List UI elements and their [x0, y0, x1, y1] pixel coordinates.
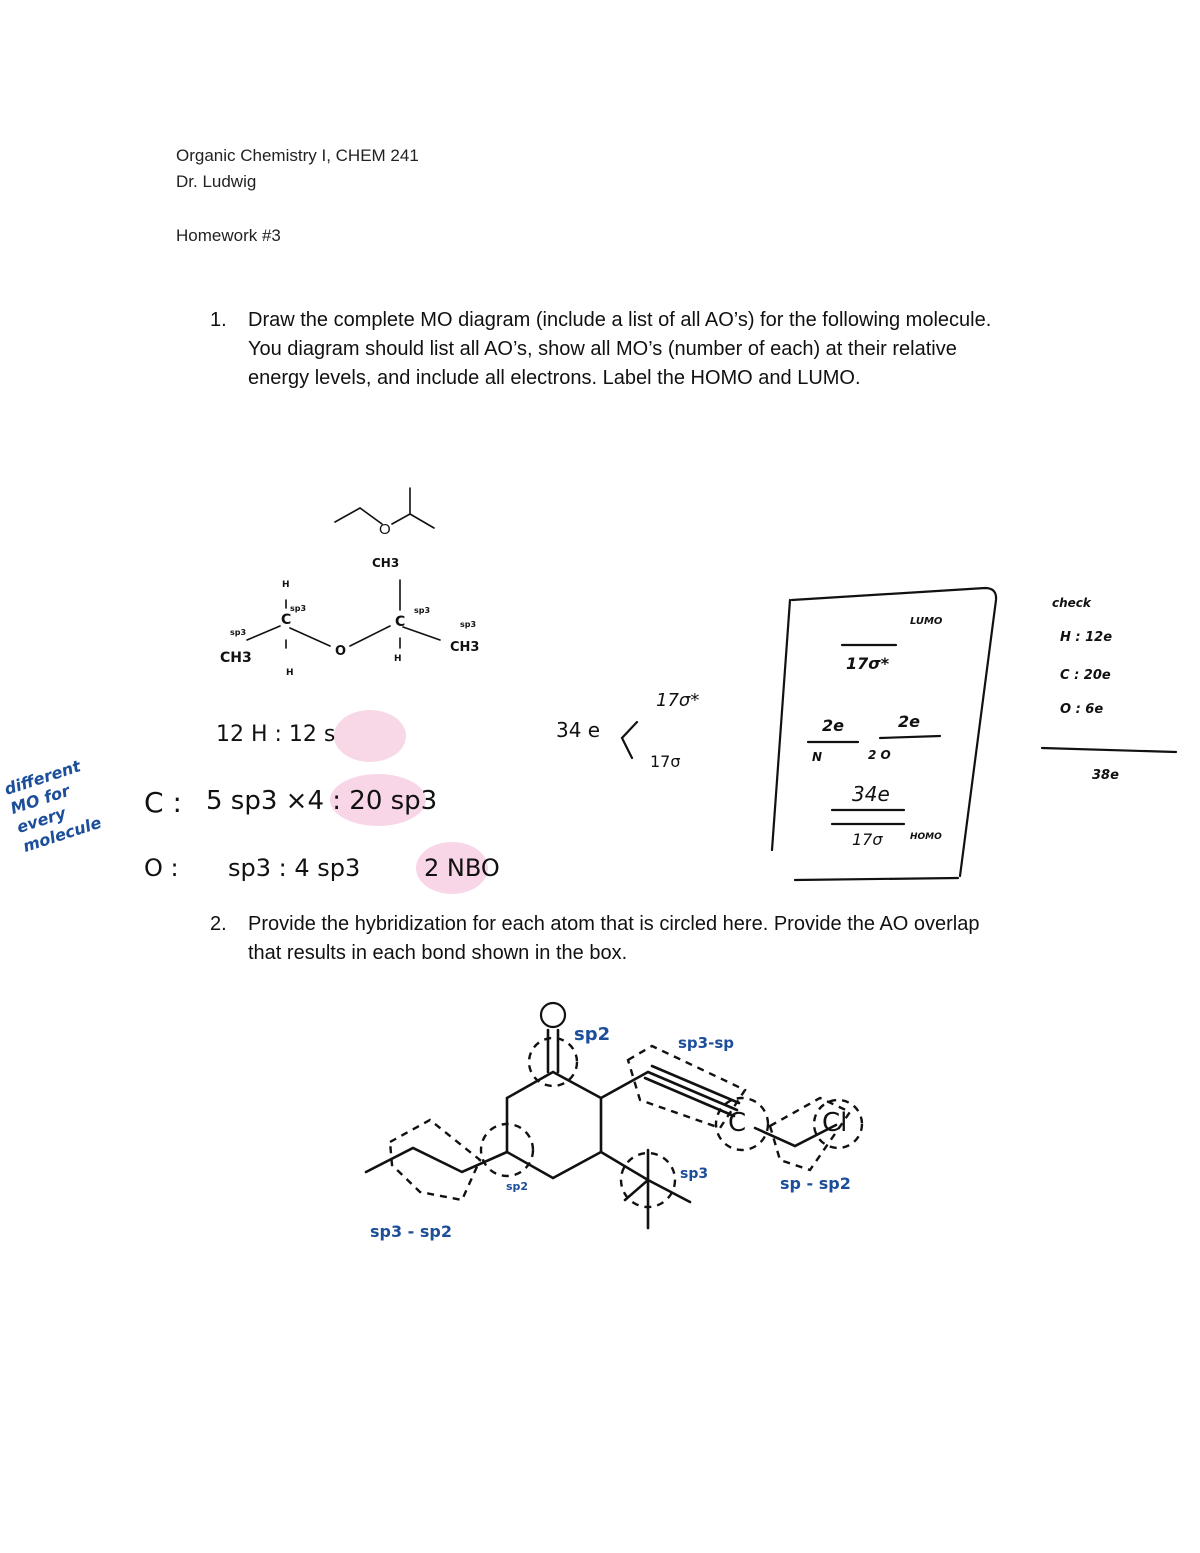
lumo-label: LUMO: [910, 616, 943, 627]
ch3-top: CH3: [372, 556, 400, 570]
antibonding-count: 17σ*: [656, 690, 700, 711]
sp3-label: sp3: [414, 606, 431, 615]
annotation-sp2: sp2: [574, 1024, 611, 1045]
carbonyl-oxygen-ring: [541, 1003, 565, 1027]
expanded-bonds: [247, 580, 440, 648]
assignment-title: Homework #3: [176, 226, 281, 245]
instructor: Dr. Ludwig: [176, 172, 257, 191]
homo-label: HOMO: [910, 832, 942, 842]
alkyne-triple-1: [652, 1066, 739, 1103]
highlight-12s: [334, 710, 406, 762]
check-total: 38e: [1092, 768, 1119, 783]
hydrogen-top: H: [282, 580, 290, 590]
bonding-count: 17σ: [650, 752, 681, 771]
total-electrons: 34 e: [556, 718, 601, 742]
question-number: 2.: [210, 913, 227, 935]
ao-carbon-label: C :: [144, 786, 182, 819]
ao-oxygen-label: O :: [144, 854, 179, 882]
ao-nbo: 2 NBO: [424, 854, 500, 882]
alkyne-chain: [601, 1072, 737, 1110]
nbo-left-electrons: 2e: [822, 716, 844, 735]
check-o: O : 6e: [1060, 702, 1104, 717]
ao-oxygen-row: sp3 : 4 sp3: [228, 854, 361, 882]
course-title: Organic Chemistry I, CHEM 241: [176, 146, 419, 165]
question-text: Draw the complete MO diagram (include a list of all AO’s) for the following molecule. You diagram should list all AO’s, show all MO’s (number of each) at their relative energy levels, and include all electrons. Label the HOMO and LUMO.: [248, 309, 992, 389]
propyl-chain: [366, 1148, 507, 1172]
check-c: C : 20e: [1060, 668, 1111, 683]
ring: [507, 1072, 601, 1178]
ether-oxygen: O: [379, 521, 391, 538]
question-number: 1.: [210, 309, 227, 331]
annotation-sp3: sp3: [680, 1166, 709, 1182]
hydrogen-bottom-right: H: [394, 654, 402, 664]
homo-level: 17σ: [852, 830, 883, 849]
ao-carbon-row: 5 sp3 ×4 : 20 sp3: [206, 786, 438, 816]
check-title: check: [1052, 596, 1091, 610]
alkyne-carbon: C: [728, 1108, 747, 1138]
carbon-left: C: [281, 612, 292, 628]
electron-count: 34e: [852, 782, 890, 806]
n-label: N: [812, 750, 823, 764]
sp3-label: sp3: [290, 604, 307, 613]
ch3-right: CH3: [450, 640, 480, 655]
split-bracket: [622, 722, 637, 758]
lumo-level: 17σ*: [846, 654, 890, 673]
circle-carbonyl-c: [529, 1038, 577, 1086]
tbutyl: [601, 1150, 690, 1228]
question-text: Provide the hybridization for each atom that is circled here. Provide the AO overlap that results in each bond shown in the box.: [248, 913, 980, 964]
annotation-sp-sp2: sp - sp2: [780, 1174, 851, 1193]
ch3-left: CH3: [220, 650, 252, 666]
mo-box: [772, 588, 996, 880]
check-h: H : 12e: [1060, 630, 1113, 645]
chlorine-atom: Cl: [822, 1108, 848, 1138]
annotation-ring-sp2: sp2: [506, 1180, 529, 1193]
sp3-label: sp3: [460, 620, 477, 629]
hydrogen-bottom-left: H: [286, 668, 294, 678]
side-note: different MO for every molecule: [1, 756, 104, 856]
ao-hydrogen-row: 12 H : 12 s: [216, 722, 336, 747]
nbo-line-right: [880, 736, 940, 738]
annotation-sp3-sp: sp3-sp: [678, 1034, 734, 1052]
nbo-label: 2 O: [868, 748, 891, 762]
carbon-right: C: [395, 614, 406, 630]
annotation-sp3-sp2: sp3 - sp2: [370, 1222, 452, 1241]
nbo-right-electrons: 2e: [898, 712, 920, 731]
oxygen-center: O: [335, 644, 347, 659]
check-total-line: [1042, 748, 1176, 752]
sp3-label: sp3: [230, 628, 247, 637]
